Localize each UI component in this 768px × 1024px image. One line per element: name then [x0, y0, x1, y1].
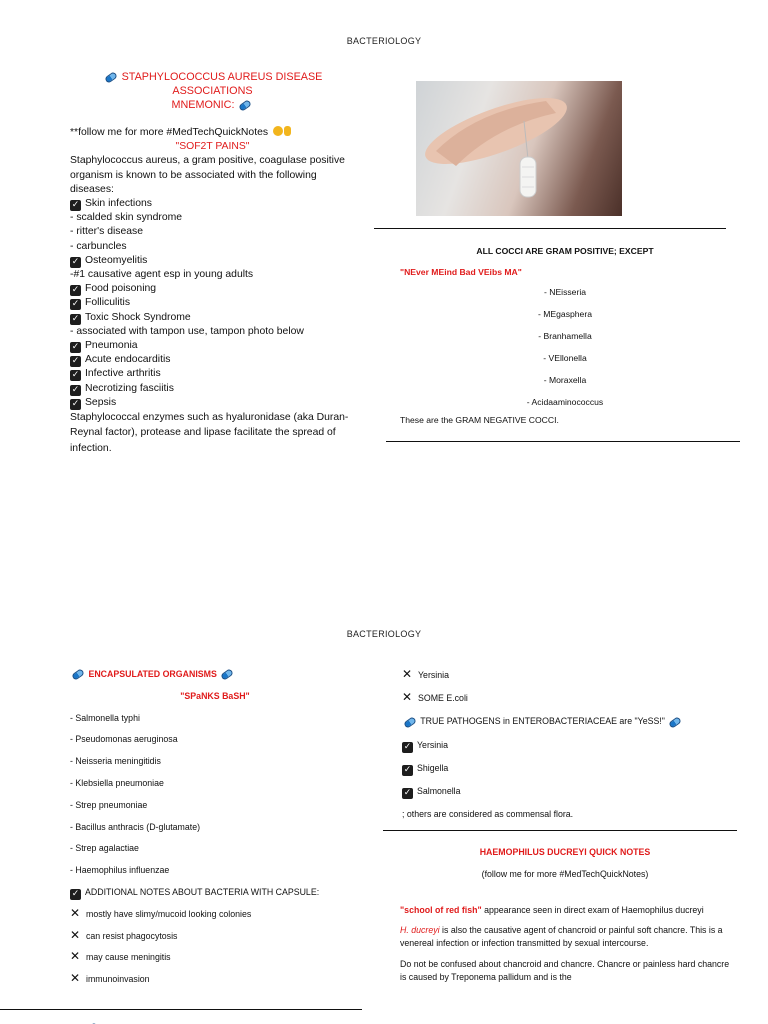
staph-list-text: Skin infections	[85, 198, 152, 210]
x-list-item	[402, 664, 732, 687]
divider	[374, 228, 726, 229]
checkbox-icon: ✓	[71, 888, 80, 899]
x-icon: ✕	[70, 971, 81, 986]
school-of-red-fish-note: "school of red fish" appearance seen in direct exam of Haemophilus ducreyi	[400, 904, 704, 915]
pill-icon	[668, 716, 682, 729]
x-list-item	[402, 687, 732, 710]
enterobacteriaceae-notes	[402, 664, 732, 826]
follow-line: **follow me for more #MedTechQuickNotes	[70, 126, 355, 140]
additional-notes-heading: ✓ ADDITIONAL NOTES ABOUT BACTERIA WITH CAPSULE:	[71, 886, 320, 899]
pill-icon	[220, 668, 234, 681]
divider	[386, 441, 740, 442]
capsule-note-text: can resist phagocytosis	[86, 930, 178, 941]
chancre-note: Do not be confused about chancroid and chancre. Chancre or painless hard chancre is caused by Treponema pallidum and is the	[400, 958, 730, 982]
cocci-footer: These are the GRAM NEGATIVE COCCI.	[400, 415, 559, 425]
staph-list-text: Folliculitis	[85, 297, 131, 309]
pathogen-item	[402, 757, 732, 780]
cocci-notes	[400, 246, 730, 425]
staph-list-item	[70, 382, 355, 396]
staph-list-item	[70, 367, 355, 381]
pill-icon	[239, 99, 253, 112]
pathogen-text: Yersinia	[417, 739, 448, 750]
staph-list-item	[70, 282, 355, 296]
staph-list-item	[70, 396, 355, 410]
cocci-item: - MEgasphera	[538, 309, 592, 319]
staph-outro: Staphylococcal enzymes such as hyaluronidase (aka Duran-Reynal factor), protease and lipase facilitate the spread of infection.	[70, 412, 349, 454]
organism-item: - Klebsiella pneumoniae	[70, 777, 164, 788]
staph-list-text: - ritter's disease	[70, 226, 144, 238]
chancroid-note: H. ducreyi is also the causative agent of chancroid or painful soft chancre. This is a venereal infection or infection transmitted by sexual intercourse.	[400, 925, 723, 949]
capsule-notes-list	[70, 904, 360, 991]
haemophilus-notes	[400, 846, 730, 992]
haemophilus-title: HAEMOPHILUS DUCREYI QUICK NOTES	[479, 847, 651, 857]
staph-list-text: - associated with tampon use, tampon photo below	[70, 325, 304, 337]
true-pathogens-heading: TRUE PATHOGENS in ENTEROBACTERIACEAE are "YeSS!"	[402, 710, 732, 733]
organism-item: - Bacillus anthracis (D-glutamate)	[70, 821, 201, 832]
staph-list-text: - scalded skin syndrome	[70, 212, 183, 224]
checkbox-icon: ✓	[71, 256, 80, 267]
staph-list-text: Osteomyelitis	[85, 254, 148, 266]
staph-list-text: Sepsis	[85, 396, 117, 408]
cocci-list	[400, 281, 730, 413]
staph-list-item	[70, 254, 355, 268]
checkbox-icon: ✓	[71, 384, 80, 395]
staph-list-item	[70, 339, 355, 353]
organism-item: - Neisseria meningitidis	[70, 756, 161, 767]
x-icon: ✕	[70, 949, 81, 964]
pill-icon	[104, 71, 118, 84]
tampon-photo	[416, 81, 622, 216]
staph-list-item	[70, 296, 355, 310]
organism-item: - Strep pneumoniae	[70, 799, 148, 810]
pathogen-item	[402, 780, 732, 803]
cocci-item: - Branhamella	[538, 331, 592, 341]
staph-list-item	[70, 311, 355, 325]
x-icon: ✕	[402, 667, 413, 681]
staph-list-item	[70, 325, 355, 339]
cocci-item: - VEllonella	[543, 353, 587, 363]
staph-list-item	[70, 268, 355, 282]
pill-icon	[84, 1020, 100, 1024]
staph-list-text: Food poisoning	[85, 283, 157, 295]
capsule-note-item	[70, 947, 360, 969]
page-header: BACTERIOLOGY	[346, 36, 422, 46]
sof2t-mnemonic: "SOF2T PAINS"	[175, 141, 250, 153]
staph-list-text: Acute endocarditis	[85, 354, 171, 366]
staph-list-item	[70, 353, 355, 367]
x-list	[402, 664, 732, 710]
organism-item: - Pseudomonas aeruginosa	[70, 734, 178, 745]
capsule-note-text: immunoinvasion	[86, 974, 150, 985]
x-icon: ✕	[70, 927, 81, 942]
checkbox-icon: ✓	[71, 356, 80, 367]
checkbox-icon: ✓	[403, 787, 412, 798]
page-header: BACTERIOLOGY	[346, 629, 422, 639]
staph-list-text: - carbuncles	[70, 240, 127, 252]
capsule-note-text: may cause meningitis	[86, 952, 171, 963]
divider	[0, 1009, 362, 1010]
x-list-text: SOME E.coli	[418, 693, 468, 704]
staph-list-text: Pneumonia	[85, 340, 138, 352]
staph-list-item	[70, 211, 355, 225]
staph-notes	[70, 70, 355, 456]
checkbox-icon: ✓	[71, 398, 80, 409]
capsule-note-item	[70, 969, 360, 991]
pathogen-text: Shigella	[417, 762, 449, 773]
staph-list-text: Infective arthritis	[85, 368, 161, 380]
x-list-text: Yersinia	[418, 670, 449, 680]
checkbox-icon: ✓	[71, 342, 80, 353]
staph-list-text: -#1 causative agent esp in young adults	[70, 269, 254, 281]
checkbox-icon: ✓	[71, 285, 80, 296]
staph-list-text: Necrotizing fasciitis	[85, 382, 174, 394]
pill-icon	[403, 716, 417, 729]
staph-list-item	[70, 197, 355, 211]
checkbox-icon: ✓	[403, 764, 412, 775]
checkbox-icon: ✓	[71, 313, 80, 324]
capsule-note-item	[70, 904, 360, 926]
checkbox-icon: ✓	[71, 299, 80, 310]
checkbox-icon: ✓	[71, 370, 80, 381]
organism-item: - Haemophilus influenzae	[70, 865, 170, 876]
organism-list	[70, 708, 360, 882]
encapsulated-title: ENCAPSULATED ORGANISMS	[70, 664, 360, 686]
capsule-note-item	[70, 926, 360, 948]
encapsulated-notes	[70, 664, 360, 991]
spanks-mnemonic: "SPaNKS BaSH"	[180, 690, 250, 701]
haemophilus-follow: (follow me for more #MedTechQuickNotes)	[481, 868, 649, 879]
cocci-item: - Moraxella	[543, 375, 587, 385]
organism-item: - Salmonella typhi	[70, 712, 140, 723]
cocci-mnemonic: "NEver MEind Bad VEibs MA"	[400, 267, 522, 277]
staph-title: STAPHYLOCOCCUS AUREUS DISEASE ASSOCIATIONS MNEMONIC:	[70, 70, 355, 112]
staph-disease-list	[70, 197, 355, 410]
pathogen-list	[402, 734, 732, 804]
divider	[383, 830, 737, 831]
staph-list-item	[70, 240, 355, 254]
tampon-hand-illustration	[416, 81, 622, 216]
cocci-item: - Acidaaminococcus	[526, 397, 604, 407]
pill-icon	[71, 668, 85, 681]
ok-hand-emoji-icon	[284, 126, 291, 136]
staph-list-item	[70, 225, 355, 239]
checkbox-icon: ✓	[71, 200, 80, 211]
checkbox-icon: ✓	[403, 741, 412, 752]
pathogen-text: Salmonella	[417, 785, 461, 796]
face-emoji-icon	[273, 126, 283, 136]
organism-item: - Strep agalactiae	[70, 843, 139, 854]
x-icon: ✕	[402, 690, 413, 705]
cocci-heading: ALL COCCI ARE GRAM POSITIVE; EXCEPT	[476, 246, 654, 256]
staph-intro: Staphylococcus aureus, a gram positive, coagulase positive organism is known to be associated with the following diseases:	[70, 155, 345, 195]
x-icon: ✕	[70, 905, 81, 920]
pathogen-item	[402, 734, 732, 757]
cocci-item: - NEisseria	[543, 287, 587, 297]
staph-list-text: Toxic Shock Syndrome	[85, 311, 191, 323]
capsule-note-text: mostly have slimy/mucoid looking colonies	[86, 908, 252, 919]
commensal-note: ; others are considered as commensal flora.	[402, 809, 574, 820]
